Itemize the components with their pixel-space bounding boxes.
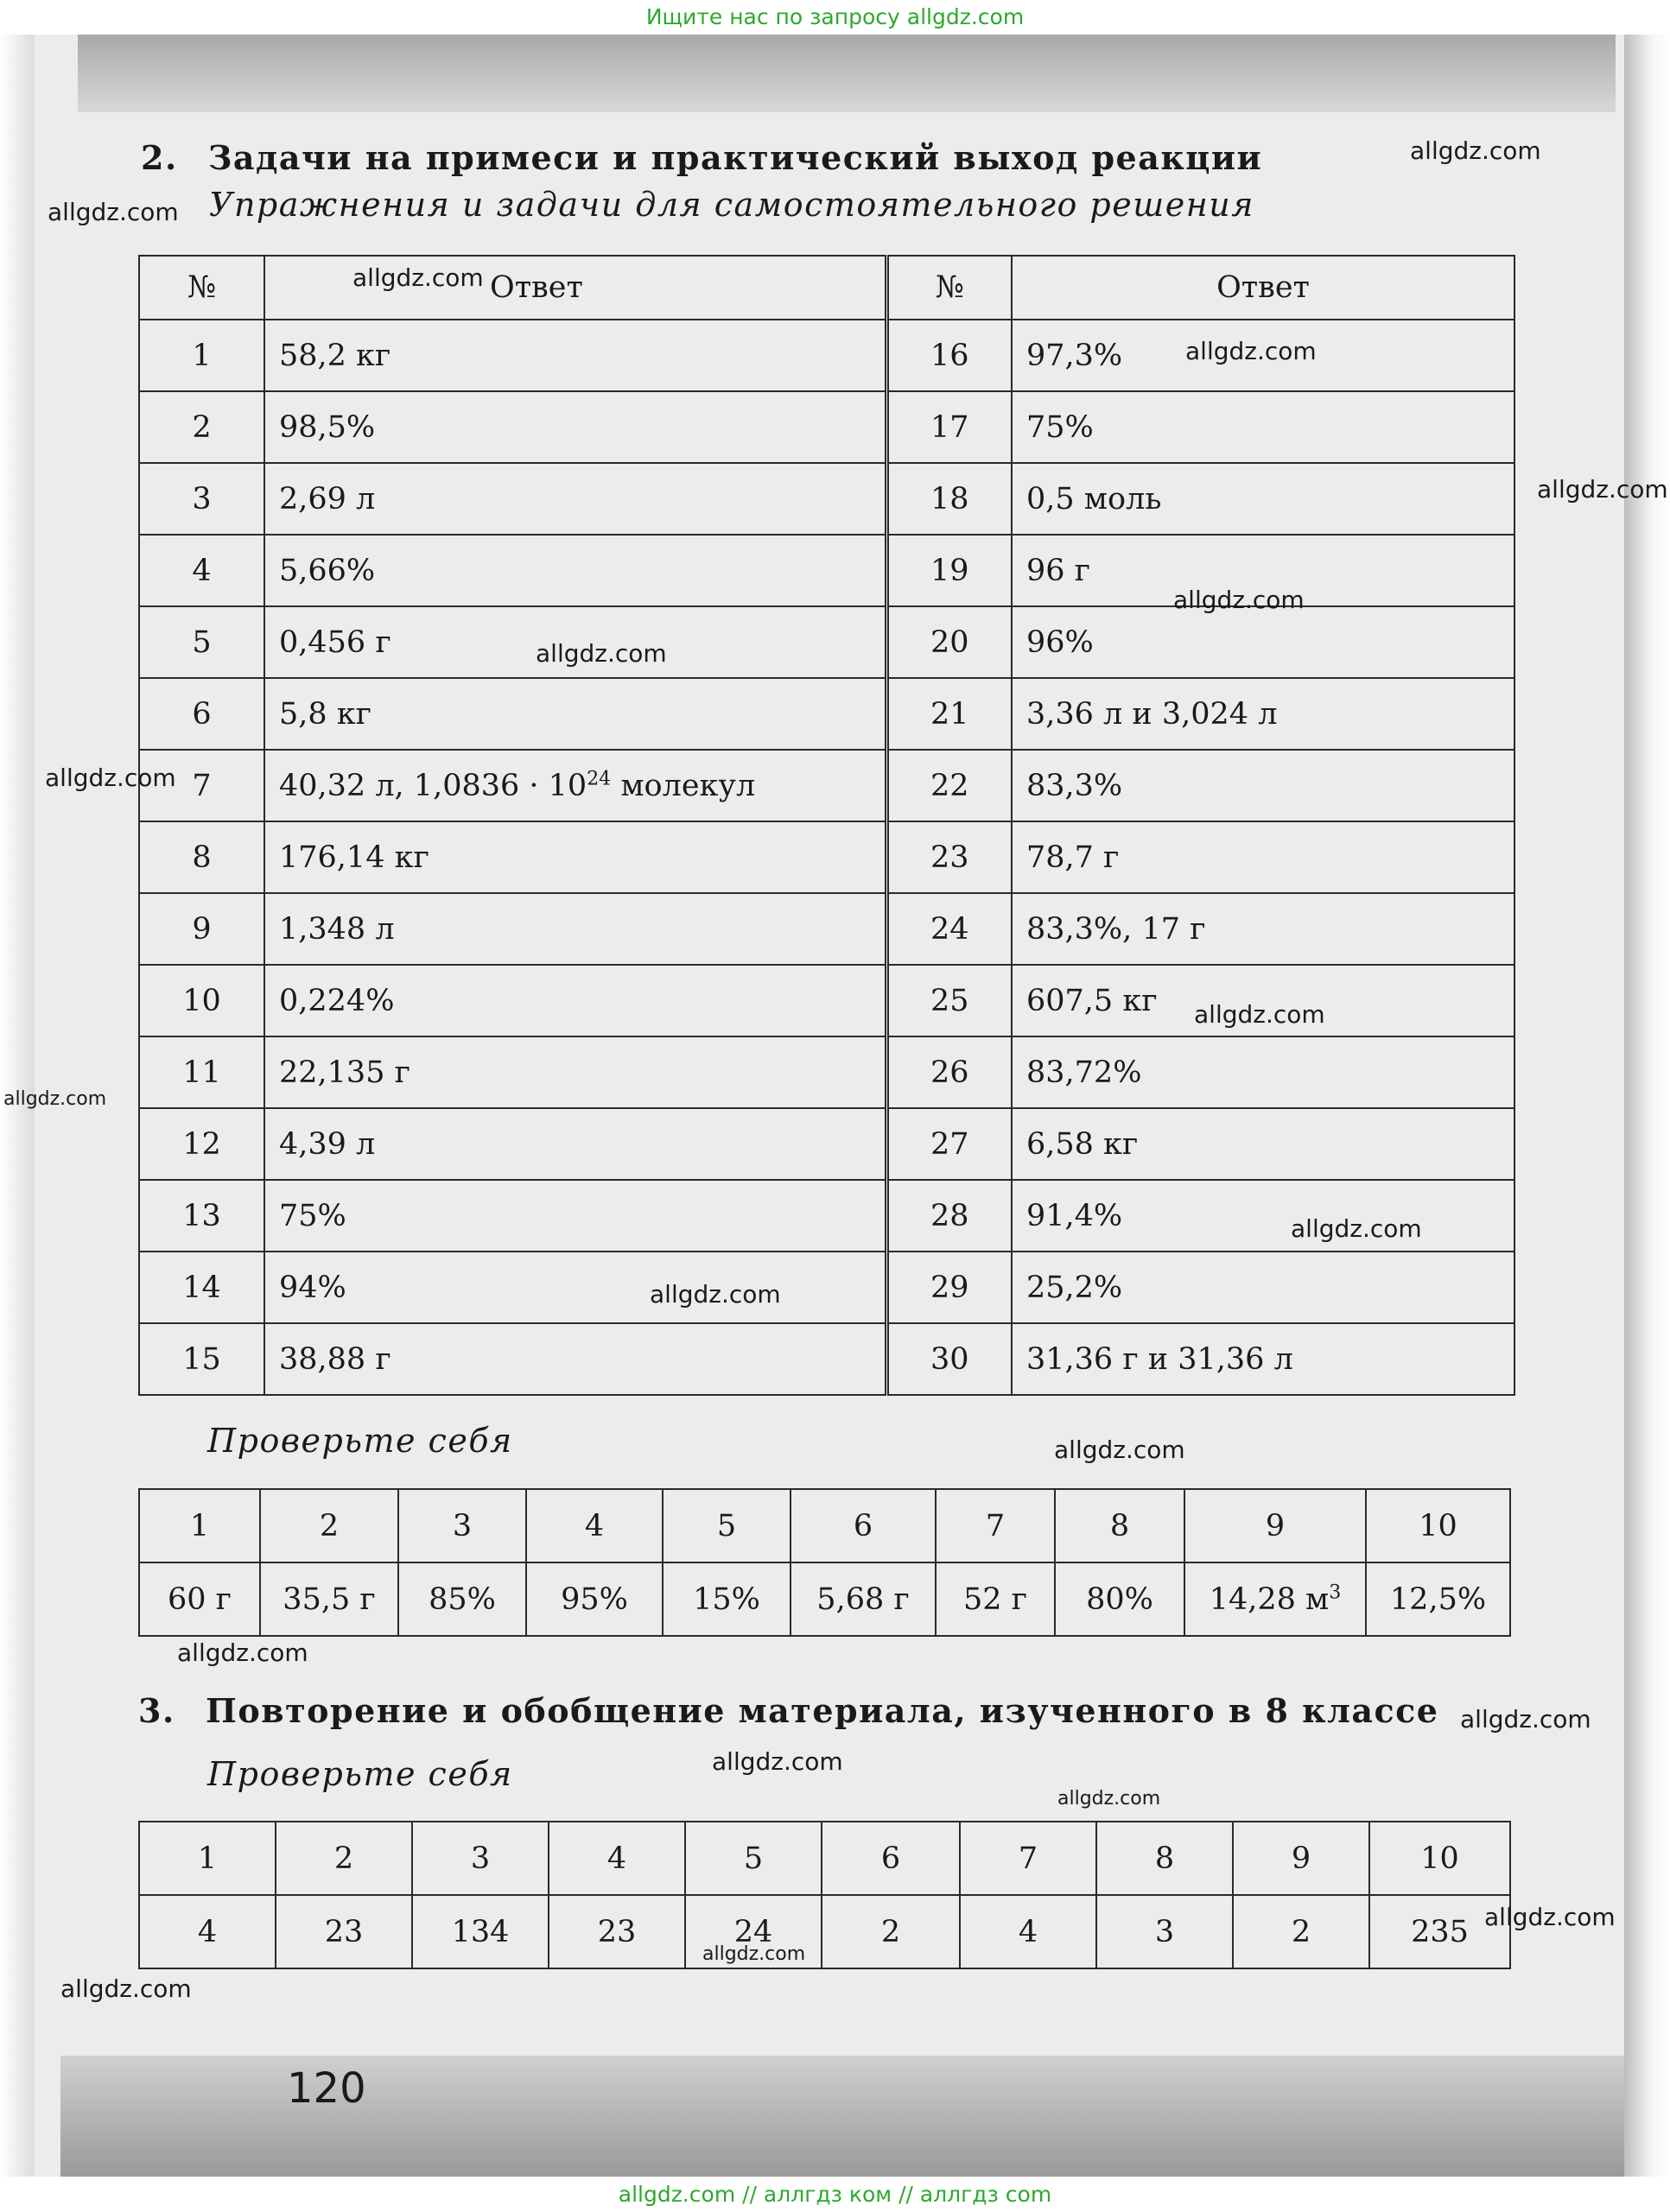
row-answer-2: 83,3%, 17 г (1012, 893, 1514, 965)
check-answer: 24 (685, 1895, 822, 1968)
row-answer: 38,88 г (264, 1323, 886, 1395)
table-row (139, 893, 1514, 965)
row-answer: 4,39 л (264, 1108, 886, 1180)
check-number: 2 (276, 1822, 412, 1895)
check-answer: 4 (960, 1895, 1096, 1968)
row-number-2: 21 (886, 678, 1012, 750)
check-answer: 60 г (139, 1562, 260, 1636)
row-answer-2: 83,3% (1012, 750, 1514, 821)
table-header-row (139, 256, 1514, 320)
section-3-check-table (138, 1821, 1511, 1969)
watermark[interactable]: allgdz.com (1460, 1705, 1591, 1733)
check-number: 9 (1233, 1822, 1369, 1895)
row-answer-2: 6,58 кг (1012, 1108, 1514, 1180)
section-2-number: 2. (141, 138, 178, 177)
check-answer: 95% (526, 1562, 663, 1636)
row-answer-2: 78,7 г (1012, 821, 1514, 893)
top-banner[interactable]: Ищите нас по запросу allgdz.com (0, 0, 1670, 35)
row-answer-2: 25,2% (1012, 1252, 1514, 1323)
header-num: № (139, 256, 264, 320)
row-number-2: 29 (886, 1252, 1012, 1323)
check-number: 8 (1055, 1489, 1184, 1562)
check-number: 5 (685, 1822, 822, 1895)
section-3-check-numbers-row (139, 1822, 1510, 1895)
watermark[interactable]: allgdz.com (1057, 1788, 1161, 1810)
section-2-check-title: Проверьте себя (207, 1422, 513, 1460)
row-answer-2: 31,36 г и 31,36 л (1012, 1323, 1514, 1395)
row-number-2: 30 (886, 1323, 1012, 1395)
watermark[interactable]: allgdz.com (1291, 1214, 1422, 1243)
row-number: 2 (139, 391, 264, 463)
watermark[interactable]: allgdz.com (712, 1747, 843, 1776)
row-number: 9 (139, 893, 264, 965)
row-answer-2: 75% (1012, 391, 1514, 463)
watermark[interactable]: allgdz.com (177, 1638, 308, 1667)
row-number: 3 (139, 463, 264, 535)
check-answer: 23 (549, 1895, 685, 1968)
table-row (139, 391, 1514, 463)
row-answer (264, 750, 886, 821)
watermark[interactable]: allgdz.com (3, 1088, 107, 1110)
row-number: 12 (139, 1108, 264, 1180)
answer-text: молекул (611, 768, 756, 803)
watermark[interactable]: allgdz.com (352, 263, 484, 292)
check-number: 4 (526, 1489, 663, 1562)
check-answer (1184, 1562, 1366, 1636)
check-number: 7 (960, 1822, 1096, 1895)
row-answer-2: 91,4% (1012, 1180, 1514, 1252)
check-number: 3 (412, 1822, 549, 1895)
check-answer-exponent: 3 (1329, 1581, 1342, 1603)
watermark[interactable]: allgdz.com (1173, 586, 1305, 614)
row-answer: 75% (264, 1180, 886, 1252)
row-number: 1 (139, 320, 264, 391)
row-number: 11 (139, 1036, 264, 1108)
watermark[interactable]: allgdz.com (650, 1280, 781, 1309)
row-number: 14 (139, 1252, 264, 1323)
row-number-2: 16 (886, 320, 1012, 391)
row-answer-2: 607,5 кг (1012, 965, 1514, 1036)
check-answer: 15% (663, 1562, 791, 1636)
check-answer: 80% (1055, 1562, 1184, 1636)
watermark[interactable]: allgdz.com (1194, 1000, 1325, 1029)
row-number-2: 24 (886, 893, 1012, 965)
watermark[interactable]: allgdz.com (702, 1943, 806, 1965)
check-answer: 4 (139, 1895, 276, 1968)
row-answer: 0,456 г (264, 606, 886, 678)
scan-edge-right (1624, 35, 1670, 2177)
check-number: 2 (260, 1489, 398, 1562)
row-answer: 1,348 л (264, 893, 886, 965)
scan-shadow-top (78, 35, 1616, 112)
watermark[interactable]: allgdz.com (1410, 136, 1541, 165)
row-number: 6 (139, 678, 264, 750)
check-answer-text: 14,28 м (1209, 1581, 1330, 1617)
section-2-check-answers-row (139, 1562, 1510, 1636)
row-answer: 5,66% (264, 535, 886, 606)
row-number: 15 (139, 1323, 264, 1395)
row-answer: 58,2 кг (264, 320, 886, 391)
check-number: 9 (1184, 1489, 1366, 1562)
check-number: 8 (1096, 1822, 1233, 1895)
check-answer: 2 (1233, 1895, 1369, 1968)
check-number: 10 (1369, 1822, 1510, 1895)
check-answer: 2 (822, 1895, 960, 1968)
table-row (139, 821, 1514, 893)
check-number: 10 (1366, 1489, 1510, 1562)
section-2-check-table (138, 1488, 1511, 1637)
row-number: 7 (139, 750, 264, 821)
check-number: 7 (936, 1489, 1055, 1562)
check-answer: 23 (276, 1895, 412, 1968)
row-number-2: 22 (886, 750, 1012, 821)
row-number-2: 26 (886, 1036, 1012, 1108)
row-number: 5 (139, 606, 264, 678)
row-answer: 2,69 л (264, 463, 886, 535)
section-3-heading (138, 1691, 1438, 1730)
watermark[interactable]: allgdz.com (1484, 1903, 1616, 1931)
section-3-check-title: Проверьте себя (207, 1755, 513, 1793)
answer-exponent: 24 (587, 767, 612, 789)
check-answer: 35,5 г (260, 1562, 398, 1636)
check-number: 6 (791, 1489, 936, 1562)
check-number: 6 (822, 1822, 960, 1895)
table-row (139, 535, 1514, 606)
row-answer: 176,14 кг (264, 821, 886, 893)
header-answer-2: Ответ (1012, 256, 1514, 320)
check-answer: 85% (398, 1562, 526, 1636)
answer-text: 40,32 л, 1,0836 · 10 (279, 768, 587, 803)
row-number-2: 25 (886, 965, 1012, 1036)
row-answer-2: 96% (1012, 606, 1514, 678)
row-number-2: 23 (886, 821, 1012, 893)
row-number-2: 18 (886, 463, 1012, 535)
check-number: 5 (663, 1489, 791, 1562)
table-row (139, 678, 1514, 750)
section-2-heading (141, 138, 1262, 177)
section-2-title: Задачи на примеси и практический выход реакции (208, 138, 1263, 177)
header-num-2: № (886, 256, 1012, 320)
check-answer: 235 (1369, 1895, 1510, 1968)
row-number-2: 20 (886, 606, 1012, 678)
check-answer: 3 (1096, 1895, 1233, 1968)
row-answer: 5,8 кг (264, 678, 886, 750)
watermark[interactable]: allgdz.com (1054, 1436, 1185, 1464)
table-row (139, 606, 1514, 678)
row-answer: 0,224% (264, 965, 886, 1036)
row-number-2: 27 (886, 1108, 1012, 1180)
check-answer: 52 г (936, 1562, 1055, 1636)
header-answer: Ответ (264, 256, 886, 320)
section-2-check-numbers-row (139, 1489, 1510, 1562)
check-answer: 12,5% (1366, 1562, 1510, 1636)
watermark[interactable]: allgdz.com (1185, 337, 1317, 365)
section-3-number: 3. (138, 1691, 175, 1730)
row-answer-2: 3,36 л и 3,024 л (1012, 678, 1514, 750)
table-row (139, 1036, 1514, 1108)
row-number-2: 28 (886, 1180, 1012, 1252)
table-row (139, 1252, 1514, 1323)
page-number: 120 (287, 2064, 366, 2113)
watermark[interactable]: allgdz.com (1537, 475, 1668, 504)
watermark[interactable]: allgdz.com (60, 1974, 192, 2003)
check-number: 1 (139, 1822, 276, 1895)
watermark[interactable]: allgdz.com (45, 764, 176, 792)
row-answer-2: 83,72% (1012, 1036, 1514, 1108)
table-row (139, 1323, 1514, 1395)
row-answer-2: 96 г (1012, 535, 1514, 606)
row-answer: 94% (264, 1252, 886, 1323)
row-number: 10 (139, 965, 264, 1036)
table-row (139, 750, 1514, 821)
row-answer: 22,135 г (264, 1036, 886, 1108)
row-number-2: 17 (886, 391, 1012, 463)
check-number: 3 (398, 1489, 526, 1562)
check-number: 1 (139, 1489, 260, 1562)
row-number: 8 (139, 821, 264, 893)
check-answer: 134 (412, 1895, 549, 1968)
section-2-subtitle: Упражнения и задачи для самостоятельного решения (209, 186, 1254, 224)
bottom-banner[interactable]: allgdz.com // аллгдз ком // аллгдз com (0, 2177, 1670, 2212)
check-answer: 5,68 г (791, 1562, 936, 1636)
row-number: 4 (139, 535, 264, 606)
table-row (139, 463, 1514, 535)
row-number: 13 (139, 1180, 264, 1252)
check-number: 4 (549, 1822, 685, 1895)
row-answer: 98,5% (264, 391, 886, 463)
watermark[interactable]: allgdz.com (536, 639, 667, 668)
section-3-check-answers-row (139, 1895, 1510, 1968)
row-number-2: 19 (886, 535, 1012, 606)
watermark[interactable]: allgdz.com (48, 198, 179, 226)
row-answer-2: 97,3% (1012, 320, 1514, 391)
table-row (139, 1108, 1514, 1180)
section-3-title: Повторение и обобщение материала, изученного в 8 классе (206, 1691, 1439, 1730)
row-answer-2: 0,5 моль (1012, 463, 1514, 535)
